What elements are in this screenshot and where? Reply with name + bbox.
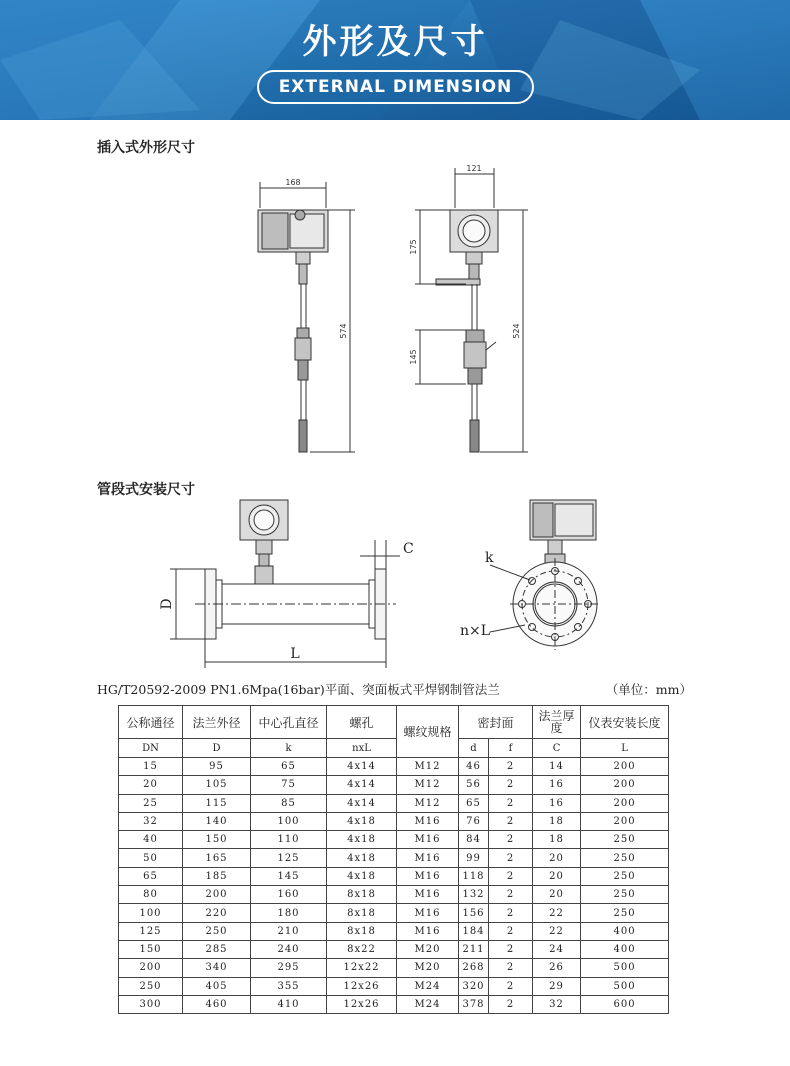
subheader-dn: DN <box>119 739 183 758</box>
table-cell: 100 <box>119 904 183 922</box>
pipe-section-title: 管段式安装尺寸 <box>97 482 195 498</box>
table-cell: 2 <box>489 812 533 830</box>
table-cell: 100 <box>251 812 327 830</box>
table-row <box>119 831 669 849</box>
table-cell: M16 <box>397 922 459 940</box>
pipe-front-view <box>170 500 400 668</box>
table-cell: 600 <box>581 995 669 1013</box>
table-cell: 285 <box>183 940 251 958</box>
table-cell: 16 <box>533 794 581 812</box>
table-cell: 99 <box>459 849 489 867</box>
table-body <box>119 758 669 1014</box>
subheader-seal-d: d <box>459 739 489 758</box>
dim-145: 145 <box>409 349 418 365</box>
table-cell: 200 <box>581 758 669 776</box>
table-cell: 320 <box>459 977 489 995</box>
table-cell: 65 <box>251 758 327 776</box>
subheader-nxl: nxL <box>327 739 397 758</box>
table-cell: 46 <box>459 758 489 776</box>
table-row <box>119 849 669 867</box>
table-row <box>119 794 669 812</box>
subheader-d: D <box>183 739 251 758</box>
insertion-front-view <box>258 182 355 452</box>
table-cell: M16 <box>397 904 459 922</box>
table-cell: 15 <box>119 758 183 776</box>
table-cell: 2 <box>489 995 533 1013</box>
dim-574: 574 <box>339 323 348 339</box>
table-cell: 145 <box>251 867 327 885</box>
table-cell: 22 <box>533 904 581 922</box>
table-cell: 300 <box>119 995 183 1013</box>
table-cell: 32 <box>533 995 581 1013</box>
table-cell: 2 <box>489 831 533 849</box>
banner-subtitle: EXTERNAL DIMENSION <box>257 70 534 104</box>
dim-524: 524 <box>512 323 521 339</box>
table-cell: 2 <box>489 959 533 977</box>
table-cell: 8x18 <box>327 922 397 940</box>
table-cell: 22 <box>533 922 581 940</box>
table-cell: 200 <box>183 886 251 904</box>
table-cell: M12 <box>397 776 459 794</box>
flange-spec-table <box>118 705 669 1014</box>
table-cell: 115 <box>183 794 251 812</box>
table-cell: 250 <box>581 867 669 885</box>
table-cell: 150 <box>119 940 183 958</box>
table-cell: 268 <box>459 959 489 977</box>
table-cell: 2 <box>489 886 533 904</box>
table-cell: 105 <box>183 776 251 794</box>
table-cell: 340 <box>183 959 251 977</box>
table-cell: 85 <box>251 794 327 812</box>
label-c: C <box>403 541 414 557</box>
table-cell: M16 <box>397 812 459 830</box>
table-cell: M16 <box>397 886 459 904</box>
table-cell: 2 <box>489 922 533 940</box>
table-cell: 65 <box>119 867 183 885</box>
table-row <box>119 940 669 958</box>
table-cell: 76 <box>459 812 489 830</box>
table-cell: 40 <box>119 831 183 849</box>
table-cell: 26 <box>533 959 581 977</box>
table-cell: 200 <box>581 812 669 830</box>
table-cell: 12x22 <box>327 959 397 977</box>
table-cell: 12x26 <box>327 977 397 995</box>
table-cell: 295 <box>251 959 327 977</box>
table-cell: 250 <box>581 849 669 867</box>
table-cell: 4x18 <box>327 867 397 885</box>
table-cell: 378 <box>459 995 489 1013</box>
table-cell: 211 <box>459 940 489 958</box>
table-cell: 20 <box>533 849 581 867</box>
table-cell: 20 <box>533 867 581 885</box>
table-cell: 80 <box>119 886 183 904</box>
table-cell: 65 <box>459 794 489 812</box>
table-cell: 355 <box>251 977 327 995</box>
table-cell: 180 <box>251 904 327 922</box>
table-row <box>119 904 669 922</box>
table-cell: 2 <box>489 904 533 922</box>
table-cell: 250 <box>581 904 669 922</box>
table-cell: 165 <box>183 849 251 867</box>
dim-121: 121 <box>466 164 482 173</box>
table-cell: 50 <box>119 849 183 867</box>
table-cell: M12 <box>397 794 459 812</box>
banner-title: 外形及尺寸 <box>302 22 488 62</box>
table-cell: 400 <box>581 940 669 958</box>
table-cell: 20 <box>119 776 183 794</box>
table-cell: 4x18 <box>327 831 397 849</box>
table-row <box>119 758 669 776</box>
table-cell: 25 <box>119 794 183 812</box>
header-flange-thickness: 法兰厚度 <box>533 706 581 739</box>
table-cell: 240 <box>251 940 327 958</box>
table-cell: 8x22 <box>327 940 397 958</box>
table-cell: 250 <box>183 922 251 940</box>
header-bolt-hole: 螺孔 <box>327 706 397 739</box>
table-cell: 4x14 <box>327 758 397 776</box>
table-cell: M24 <box>397 977 459 995</box>
table-cell: 12x26 <box>327 995 397 1013</box>
table-cell: 18 <box>533 812 581 830</box>
table-cell: M16 <box>397 849 459 867</box>
header-flange-od: 法兰外径 <box>183 706 251 739</box>
table-cell: 2 <box>489 776 533 794</box>
pipe-side-view <box>490 500 600 650</box>
label-l: L <box>290 646 300 662</box>
table-cell: 185 <box>183 867 251 885</box>
insertion-section-title: 插入式外形尺寸 <box>97 140 195 156</box>
subheader-k: k <box>251 739 327 758</box>
label-k: k <box>485 550 494 566</box>
table-cell: 250 <box>581 886 669 904</box>
subheader-l: L <box>581 739 669 758</box>
table-cell: 125 <box>251 849 327 867</box>
table-cell: 156 <box>459 904 489 922</box>
table-cell: 84 <box>459 831 489 849</box>
table-cell: 4x14 <box>327 776 397 794</box>
table-row <box>119 977 669 995</box>
table-cell: 2 <box>489 758 533 776</box>
table-cell: 8x18 <box>327 886 397 904</box>
table-cell: M20 <box>397 940 459 958</box>
table-cell: 210 <box>251 922 327 940</box>
table-cell: 2 <box>489 849 533 867</box>
table-cell: 2 <box>489 867 533 885</box>
table-cell: 200 <box>581 794 669 812</box>
table-cell: 460 <box>183 995 251 1013</box>
table-cell: 118 <box>459 867 489 885</box>
table-cell: 4x18 <box>327 812 397 830</box>
table-row <box>119 886 669 904</box>
table-cell: M12 <box>397 758 459 776</box>
table-cell: 56 <box>459 776 489 794</box>
table-row <box>119 812 669 830</box>
table-cell: 125 <box>119 922 183 940</box>
table-row <box>119 995 669 1013</box>
table-cell: 140 <box>183 812 251 830</box>
table-cell: 500 <box>581 959 669 977</box>
table-cell: 500 <box>581 977 669 995</box>
table-cell: 29 <box>533 977 581 995</box>
insertion-side-view <box>415 168 528 452</box>
header-dn: 公称通径 <box>119 706 183 739</box>
standard-text: HG/T20592-2009 PN1.6Mpa(16bar)平面、突面板式平焊钢制管法兰 <box>97 682 500 697</box>
table-cell: 400 <box>581 922 669 940</box>
table-cell: 410 <box>251 995 327 1013</box>
table-cell: 2 <box>489 940 533 958</box>
table-cell: 220 <box>183 904 251 922</box>
table-cell: 405 <box>183 977 251 995</box>
header-center-hole: 中心孔直径 <box>251 706 327 739</box>
table-cell: 110 <box>251 831 327 849</box>
label-nxl: n×L <box>460 623 491 639</box>
table-cell: M16 <box>397 831 459 849</box>
table-cell: 24 <box>533 940 581 958</box>
table-cell: 20 <box>533 886 581 904</box>
table-cell: M16 <box>397 867 459 885</box>
table-cell: 250 <box>581 831 669 849</box>
header-sealing-face: 密封面 <box>459 706 533 739</box>
table-cell: 32 <box>119 812 183 830</box>
table-cell: 200 <box>581 776 669 794</box>
table-cell: 150 <box>183 831 251 849</box>
table-row <box>119 959 669 977</box>
table-caption <box>97 680 692 698</box>
table-cell: M20 <box>397 959 459 977</box>
label-d: D <box>159 598 175 610</box>
table-cell: 2 <box>489 794 533 812</box>
table-cell: 200 <box>119 959 183 977</box>
subheader-c: C <box>533 739 581 758</box>
subheader-seal-f: f <box>489 739 533 758</box>
table-cell: 16 <box>533 776 581 794</box>
table-row <box>119 776 669 794</box>
header-install-length: 仪表安装长度 <box>581 706 669 739</box>
table-cell: 95 <box>183 758 251 776</box>
table-cell: 132 <box>459 886 489 904</box>
unit-text: （单位：mm） <box>605 682 692 697</box>
table-cell: 8x18 <box>327 904 397 922</box>
table-cell: 4x14 <box>327 794 397 812</box>
table-cell: M24 <box>397 995 459 1013</box>
dim-175: 175 <box>409 239 418 255</box>
table-row <box>119 922 669 940</box>
table-cell: 160 <box>251 886 327 904</box>
table-cell: 2 <box>489 977 533 995</box>
table-row <box>119 867 669 885</box>
header-thread: 螺纹规格 <box>397 706 459 758</box>
table-cell: 250 <box>119 977 183 995</box>
table-cell: 14 <box>533 758 581 776</box>
table-cell: 184 <box>459 922 489 940</box>
table-cell: 18 <box>533 831 581 849</box>
table-cell: 75 <box>251 776 327 794</box>
table-cell: 4x18 <box>327 849 397 867</box>
dim-168: 168 <box>285 178 301 187</box>
